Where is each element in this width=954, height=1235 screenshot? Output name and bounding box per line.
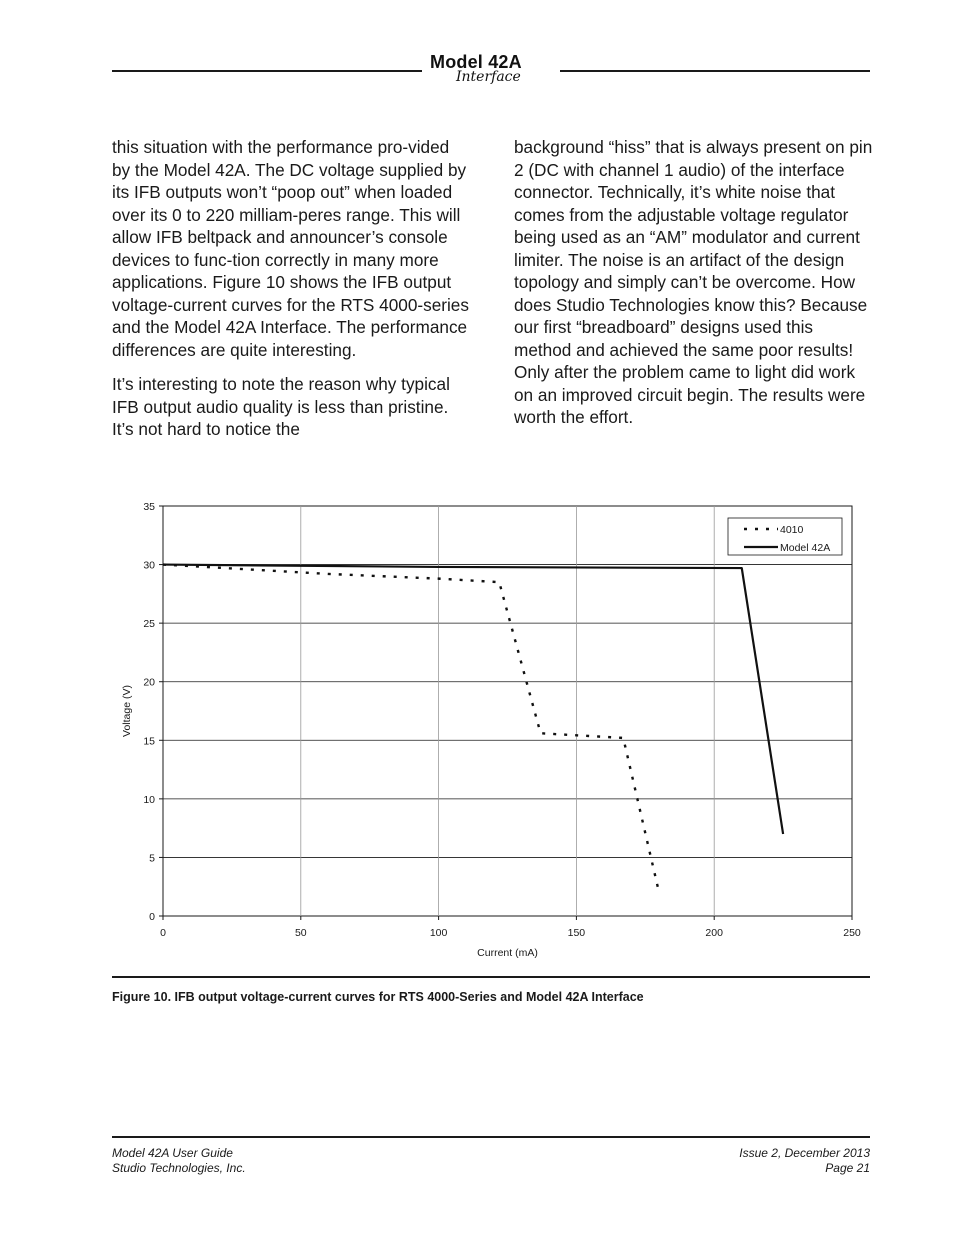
paragraph: background “hiss” that is always present on pin 2 (DC with channel 1 audio) of the interface connector. Technically, it’s white noise that comes from the adjustable voltage regulator being used as an “AM” modulator and current limiter. The noise is an artifact of the design topology and simply can’t be overcome. How does Studio Technologies know this? Because our first “breadboard” designs used this method and achieved the same poor results! Only after the problem came to light did work on an improved circuit begin. The results were worth the effort.: [514, 137, 873, 427]
y-tick-label: 15: [143, 735, 155, 748]
body-column-left: [112, 136, 472, 453]
header-rule-left: [112, 70, 422, 72]
brand-logo: [430, 52, 550, 85]
footer-page-number: Page 21: [825, 1161, 870, 1175]
paragraph: It’s interesting to note the reason why typical IFB output audio quality is less than pristine. It’s not hard to notice the: [112, 374, 450, 439]
header-rule-right: [560, 70, 870, 72]
figure-rule: [112, 976, 870, 978]
legend-label: Model 42A: [780, 542, 831, 554]
brand-title: Model 42A: [430, 52, 522, 72]
series-line-model-42a: [163, 565, 783, 834]
x-axis-label: Current (mA): [477, 947, 538, 959]
y-tick-label: 0: [149, 911, 155, 923]
figure-caption: Figure 10. IFB output voltage-current curves for RTS 4000-Series and Model 42A Interface: [112, 990, 644, 1004]
legend-label: 4010: [780, 524, 804, 536]
footer-rule: [112, 1136, 870, 1138]
footer-company: Studio Technologies, Inc.: [112, 1161, 246, 1175]
footer-right: [739, 1146, 870, 1176]
chart-svg: [112, 490, 872, 970]
x-tick-label: 200: [705, 927, 723, 939]
y-tick-label: 35: [143, 501, 155, 513]
series-line-4010: [163, 565, 659, 893]
y-tick-label: 10: [143, 793, 155, 806]
x-tick-label: 250: [843, 927, 861, 939]
paragraph: this situation with the performance pro-vided by the Model 42A. The DC voltage supplied by its IFB outputs won’t “poop out” when loaded over its 0 to 220 milliam-peres range. This will allow IFB beltpack and announcer’s console devices to func-tion correctly in many more applications. Figure 10 shows the IFB output voltage-current curves for the RTS 4000-series and the Model 42A Interface. The performance differences are quite interesting.: [112, 137, 469, 360]
y-tick-label: 5: [149, 852, 155, 865]
footer-doc-title: Model 42A User Guide: [112, 1146, 233, 1160]
y-tick-label: 20: [143, 676, 155, 689]
footer-issue: Issue 2, December 2013: [739, 1146, 870, 1160]
y-axis-label: Voltage (V): [121, 685, 133, 737]
y-tick-label: 30: [143, 559, 155, 572]
x-tick-label: 150: [567, 927, 586, 939]
figure-10-chart: [112, 490, 872, 970]
brand-subtitle: Interface: [456, 69, 521, 85]
x-tick-label: 0: [160, 927, 166, 939]
footer-left: [112, 1146, 246, 1176]
body-column-right: [514, 136, 874, 441]
x-tick-label: 100: [429, 927, 448, 939]
y-tick-label: 25: [143, 618, 155, 631]
x-tick-label: 50: [294, 927, 307, 939]
